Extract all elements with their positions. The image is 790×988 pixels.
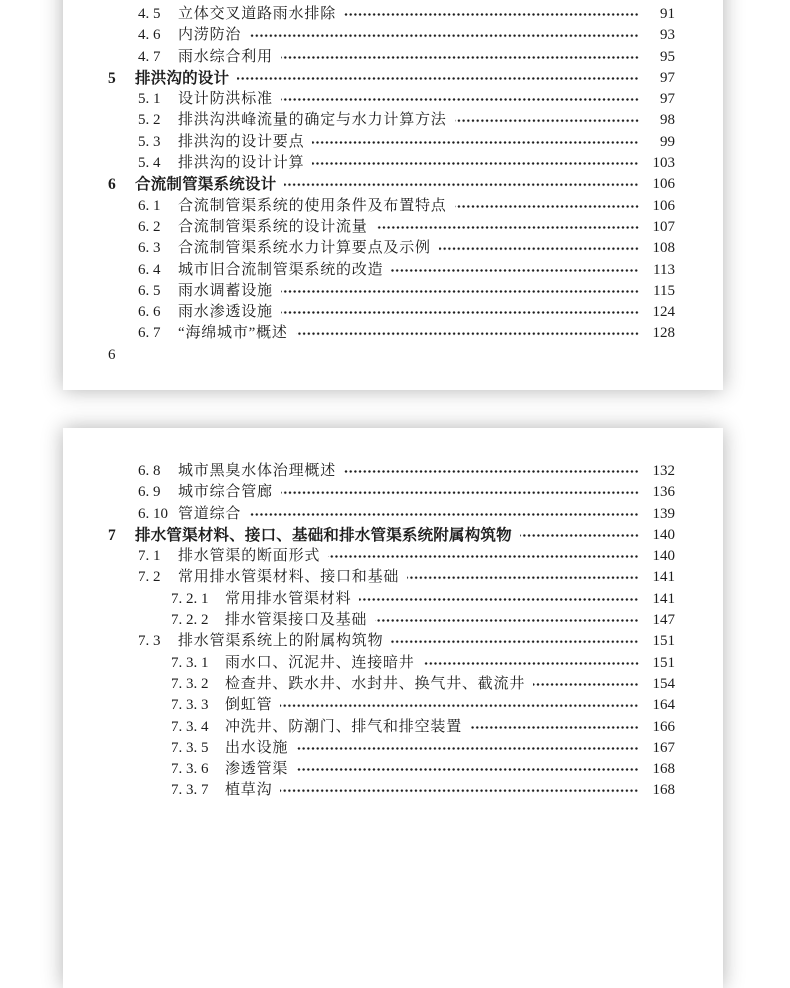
toc-entry-number: 6. 1 <box>138 197 161 214</box>
toc-entry-number: 6. 10 <box>138 505 168 522</box>
toc-entry-title: 内涝防治 <box>178 27 242 44</box>
toc-entry <box>108 196 675 217</box>
dot-leader-icon <box>344 4 639 25</box>
dot-leader-icon <box>280 780 639 801</box>
toc-entry-page-number: 97 <box>660 91 675 108</box>
toc-entry <box>108 589 675 610</box>
toc-entry <box>108 47 675 68</box>
toc-entry-page-number: 164 <box>652 697 675 714</box>
toc-entry-number: 7. 2. 2 <box>171 612 209 629</box>
toc-entry <box>108 674 675 695</box>
toc-entry-number: 6. 8 <box>138 463 161 479</box>
toc-entry-page-number: 167 <box>652 739 675 756</box>
toc-entry-title: 出水设施 <box>225 739 289 756</box>
toc-entry <box>108 482 675 503</box>
dot-leader-icon <box>391 260 639 281</box>
toc-entry-page-number: 128 <box>652 325 675 342</box>
toc-entry-page-number: 132 <box>652 463 675 479</box>
toc-entry-page-number: 139 <box>652 505 675 522</box>
dot-leader-icon <box>344 461 639 482</box>
dot-leader-icon <box>237 68 639 89</box>
toc-entry-number: 4. 7 <box>138 48 161 65</box>
toc-entry-page-number: 106 <box>652 176 675 193</box>
toc-entry <box>108 68 675 89</box>
page-folio-number: 6 <box>108 346 116 363</box>
dot-leader-icon <box>520 525 639 546</box>
dot-leader-icon <box>391 631 639 652</box>
toc-entry-title: 管道综合 <box>178 505 242 522</box>
toc-entry-number: 7. 2 <box>138 569 161 586</box>
toc-entry-title: 雨水调蓄设施 <box>178 282 273 299</box>
toc-entry-number: 4. 6 <box>138 27 161 44</box>
toc-entry-title: 立体交叉道路雨水排除 <box>178 6 337 22</box>
toc-entry-number: 6. 3 <box>138 240 161 257</box>
toc-entry-number: 6. 5 <box>138 282 161 299</box>
toc-entry-number: 7. 3 <box>138 633 161 650</box>
dot-leader-icon <box>296 323 639 344</box>
toc-entry <box>108 759 675 780</box>
toc-entry-page-number: 113 <box>653 261 675 278</box>
toc-entry <box>108 4 675 25</box>
toc-entry <box>108 653 675 674</box>
toc-entry-number: 5. 1 <box>138 91 161 108</box>
toc-entry-number: 5. 2 <box>138 112 161 129</box>
toc-entry-number: 7. 1 <box>138 548 161 565</box>
dot-leader-icon <box>375 610 639 631</box>
toc-entry-title: 植草沟 <box>225 782 273 799</box>
dot-leader-icon <box>281 89 639 110</box>
toc-entry-page-number: 103 <box>652 155 675 172</box>
toc-entry-title: 合流制管渠系统的设计流量 <box>178 218 368 235</box>
toc-entry <box>108 695 675 716</box>
toc-entry-number: 7. 3. 3 <box>171 697 209 714</box>
toc-entry-page-number: 95 <box>660 48 675 65</box>
dot-leader-icon <box>284 174 639 195</box>
toc-entry-number: 7. 3. 5 <box>171 739 209 756</box>
dot-leader-icon <box>280 695 639 716</box>
toc-entry-title: 城市黑臭水体治理概述 <box>178 463 337 479</box>
toc-entry <box>108 323 675 344</box>
toc-entry <box>108 281 675 302</box>
toc-entry <box>108 217 675 238</box>
toc-entry-title: 排水管渠的断面形式 <box>178 548 321 565</box>
toc-entry <box>108 738 675 759</box>
dot-leader-icon <box>296 759 639 780</box>
toc-entry <box>108 525 675 546</box>
toc-entry-title: 排洪沟洪峰流量的确定与水力计算方法 <box>178 112 447 129</box>
toc-entry <box>108 631 675 652</box>
dot-leader-icon <box>281 281 639 302</box>
toc-entry-title: 雨水渗透设施 <box>178 304 273 321</box>
toc-entry <box>108 302 675 323</box>
toc-entry-page-number: 154 <box>652 675 675 692</box>
toc-entry-page-number: 98 <box>660 112 675 129</box>
toc-entry-title: 渗透管渠 <box>225 761 289 778</box>
toc-entry-number: 7. 3. 6 <box>171 761 209 778</box>
dot-leader-icon <box>281 47 639 68</box>
toc-entry-page-number: 124 <box>652 304 675 321</box>
toc-entry-page-number: 115 <box>653 282 675 299</box>
toc-entry-page-number: 99 <box>660 133 675 150</box>
dot-leader-icon <box>359 589 639 610</box>
toc-entry <box>108 238 675 259</box>
toc-entry-page-number: 108 <box>652 240 675 257</box>
toc-entry-number: 6. 6 <box>138 304 161 321</box>
dot-leader-icon <box>296 738 639 759</box>
toc-entry-page-number: 168 <box>652 761 675 778</box>
toc-entry-title: 检查井、跌水井、水封井、换气井、截流井 <box>225 675 526 692</box>
toc-entry <box>108 25 675 46</box>
dot-leader-icon <box>533 674 639 695</box>
toc-entry-title: 常用排水管渠材料 <box>225 590 352 607</box>
toc-entry <box>108 567 675 588</box>
dot-leader-icon <box>249 504 639 525</box>
toc-entry-number: 7. 3. 4 <box>171 718 209 735</box>
toc-entry-page-number: 91 <box>660 6 675 22</box>
toc-entry-title: “海绵城市”概述 <box>178 325 288 342</box>
toc-entry <box>108 504 675 525</box>
toc-entry-title: 城市综合管廊 <box>178 484 273 501</box>
toc-entry-page-number: 140 <box>652 548 675 565</box>
dot-leader-icon <box>312 153 639 174</box>
toc-entry <box>108 153 675 174</box>
dot-leader-icon <box>376 217 639 238</box>
toc-entry-number: 7. 3. 2 <box>171 675 209 692</box>
toc-entry-title: 排洪沟的设计计算 <box>178 155 305 172</box>
dot-leader-icon <box>312 132 639 153</box>
toc-entry <box>108 610 675 631</box>
dot-leader-icon <box>249 25 639 46</box>
toc-entry-title: 设计防洪标准 <box>178 91 273 108</box>
dot-leader-icon <box>281 302 639 323</box>
toc-entry-title: 冲洗井、防潮门、排气和排空装置 <box>225 718 463 735</box>
toc-entry-page-number: 97 <box>660 69 675 86</box>
dot-leader-icon <box>455 196 639 217</box>
toc-entry-title: 倒虹管 <box>225 697 273 714</box>
toc-entry-title: 排洪沟的设计要点 <box>178 133 305 150</box>
toc-entry-page-number: 147 <box>652 612 675 629</box>
dot-leader-icon <box>455 110 639 131</box>
dot-leader-icon <box>281 482 639 503</box>
toc-entry-number: 7. 3. 1 <box>171 654 209 671</box>
toc-entry-number: 6. 2 <box>138 218 161 235</box>
toc-entry-number: 7 <box>108 526 116 544</box>
toc-entry <box>108 461 675 482</box>
dot-leader-icon <box>470 717 639 738</box>
toc-entry-title: 常用排水管渠材料、接口和基础 <box>178 569 400 586</box>
toc-entry <box>108 174 675 195</box>
toc-entry-title: 合流制管渠系统的使用条件及布置特点 <box>178 197 447 214</box>
toc-entry <box>108 546 675 567</box>
toc-entry-number: 6. 4 <box>138 261 161 278</box>
toc-entry-number: 6. 9 <box>138 484 161 501</box>
toc-entry <box>108 132 675 153</box>
toc-page-lower <box>63 428 723 988</box>
toc-entry <box>108 260 675 281</box>
toc-entry-page-number: 151 <box>652 654 675 671</box>
toc-entry-list <box>108 4 675 345</box>
toc-entry <box>108 717 675 738</box>
toc-entry-title: 合流制管渠系统水力计算要点及示例 <box>178 240 431 257</box>
toc-entry-page-number: 136 <box>652 484 675 501</box>
toc-entry-page-number: 141 <box>652 569 675 586</box>
toc-entry-page-number: 106 <box>652 197 675 214</box>
toc-entry-number: 7. 3. 7 <box>171 782 209 799</box>
toc-entry <box>108 89 675 110</box>
dot-leader-icon <box>407 567 639 588</box>
toc-entry-title: 城市旧合流制管渠系统的改造 <box>178 261 384 278</box>
toc-entry-title: 合流制管渠系统设计 <box>135 176 277 194</box>
toc-entry-page-number: 166 <box>652 718 675 735</box>
toc-entry <box>108 110 675 131</box>
toc-entry-number: 5. 4 <box>138 155 161 172</box>
toc-entry-number: 6. 7 <box>138 325 161 342</box>
toc-entry-page-number: 141 <box>652 590 675 607</box>
toc-entry <box>108 780 675 801</box>
dot-leader-icon <box>423 653 639 674</box>
toc-entry-title: 排水管渠接口及基础 <box>225 612 368 629</box>
toc-entry-title: 排水管渠材料、接口、基础和排水管渠系统附属构筑物 <box>135 526 512 544</box>
dot-leader-icon <box>439 238 639 259</box>
toc-entry-title: 雨水口、沉泥井、连接暗井 <box>225 654 415 671</box>
toc-entry-title: 排水管渠系统上的附属构筑物 <box>178 633 384 650</box>
toc-entry-number: 5 <box>108 69 116 87</box>
dot-leader-icon <box>328 546 639 567</box>
toc-entry-number: 4. 5 <box>138 6 161 22</box>
toc-entry-number: 5. 3 <box>138 133 161 150</box>
toc-entry-title: 雨水综合利用 <box>178 48 273 65</box>
toc-entry-title: 排洪沟的设计 <box>135 69 230 87</box>
toc-entry-number: 6 <box>108 176 116 194</box>
toc-page-upper <box>63 0 723 390</box>
toc-entry-page-number: 107 <box>652 218 675 235</box>
toc-entry-page-number: 93 <box>660 27 675 44</box>
toc-entry-list <box>108 461 675 802</box>
toc-entry-page-number: 168 <box>652 782 675 799</box>
toc-entry-number: 7. 2. 1 <box>171 590 209 607</box>
toc-entry-page-number: 151 <box>652 633 675 650</box>
toc-entry-page-number: 140 <box>652 526 675 543</box>
